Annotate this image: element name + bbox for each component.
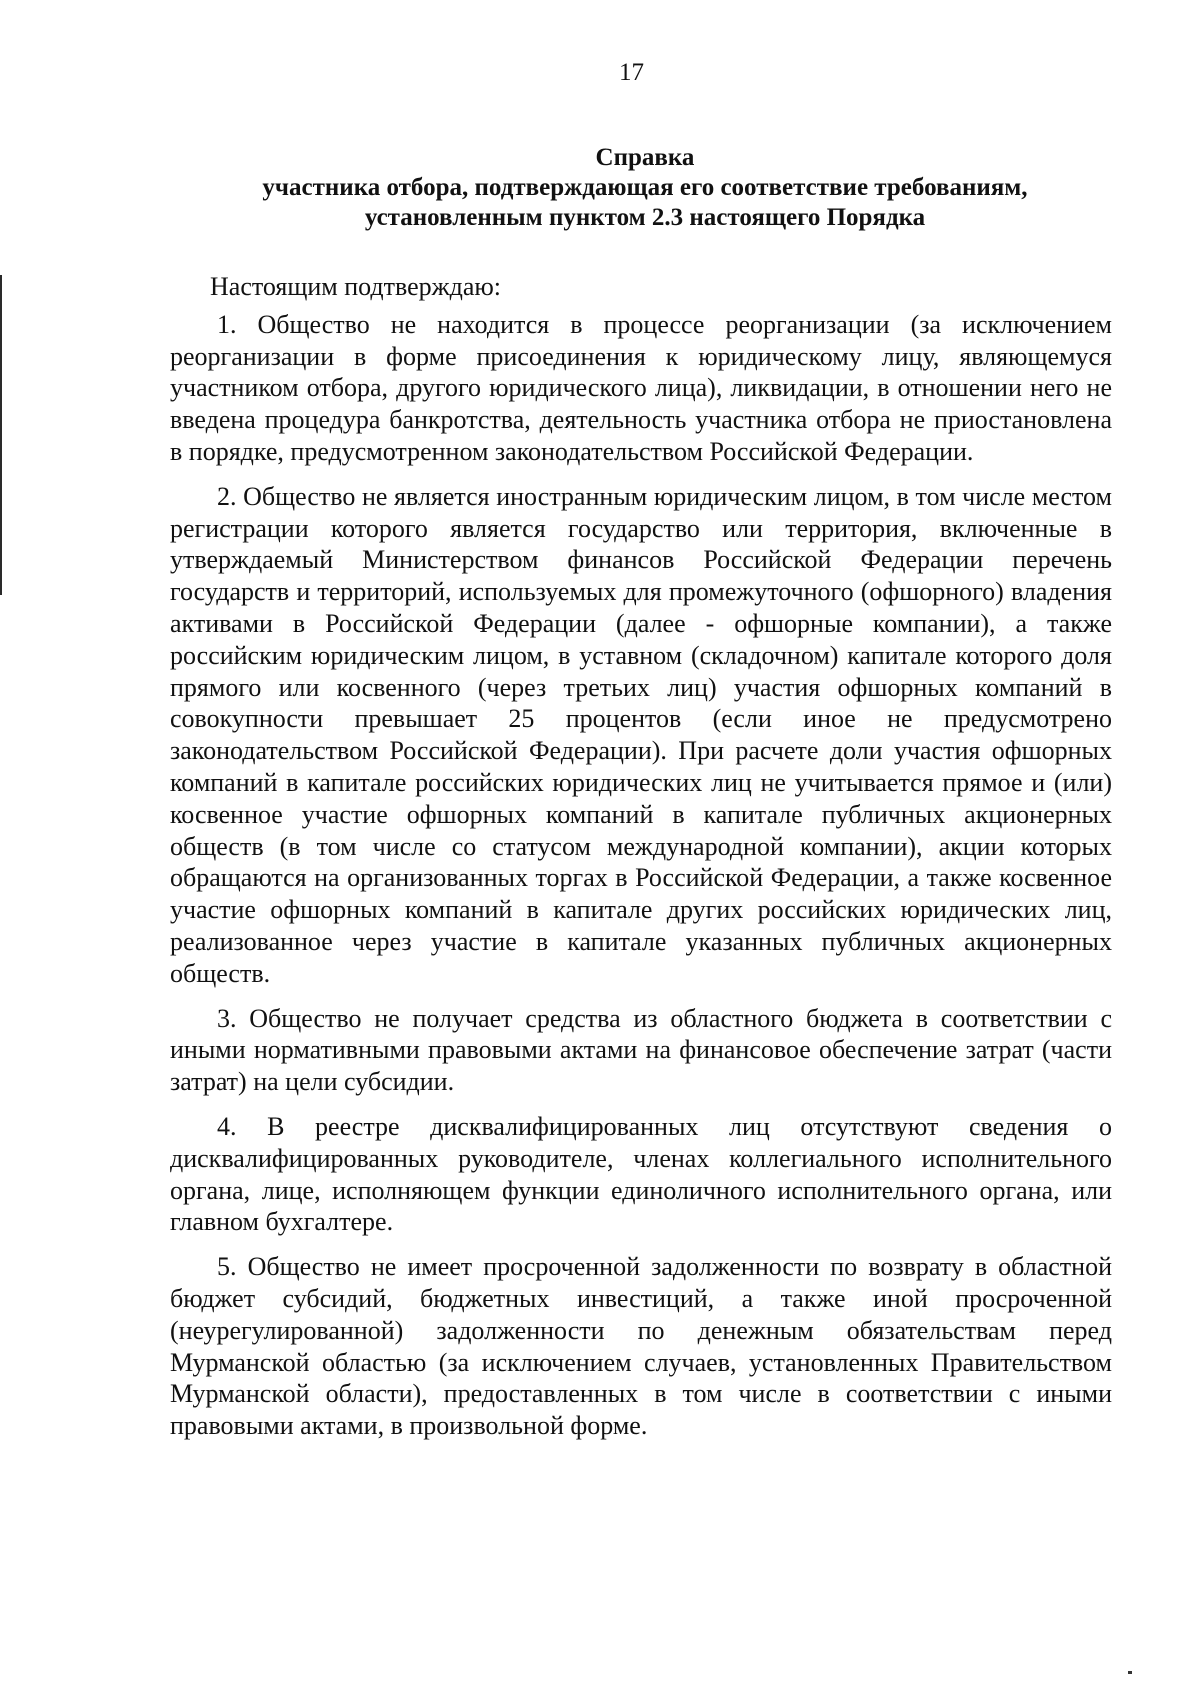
intro-text: Настоящим подтверждаю:	[210, 272, 502, 301]
paragraph-5: 5. Общество не имеет просроченной задолженности по возврату в областной бюджет субсидий, бюджетных инвестиций, а также иной просроченной (неурегулированной) задолженности по денежным обязательствам перед Мурманской областью (за исключением случаев, установленных Правительством Мурманской области), предоставленных в том числе в соответствии с иными правовыми актами, в произвольной форме.	[170, 1252, 1112, 1441]
document-title	[200, 143, 1090, 233]
title-line-1: Справка	[595, 144, 695, 171]
paragraph-1: 1. Общество не находится в процессе реорганизации (за исключением реорганизации в форме присоединения к юридическому лицу, являющемуся участником отбора, другого юридического лица), ликвидации, в отношении него не введена процедура банкротства, деятельность участника отбора не приостановлена в порядке, предусмотренном законодательством Российской Федерации.	[170, 309, 1112, 466]
scan-speck	[1128, 1671, 1132, 1674]
title-line-2: участника отбора, подтверждающая его соответствие требованиям,	[262, 174, 1028, 201]
paragraph-3: 3. Общество не получает средства из областного бюджета в соответствии с иными нормативными правовыми актами на финансовое обеспечение затрат (части затрат) на цели субсидии.	[170, 1003, 1112, 1097]
scan-edge-mark	[0, 275, 2, 595]
paragraph-2: 2. Общество не является иностранным юридическим лицом, в том числе местом регистрации которого является государство или территория, включенные в утверждаемый Министерством финансов Российской Федерации перечень государств и территорий, используемых для промежуточного (офшорного) владения активами в Российской Федерации (далее - офшорные компании), а также российским юридическим лицом, в уставном (складочном) капитале которого доля прямого или косвенного (через третьих лиц) участия офшорных компаний в совокупности превышает 25 процентов (если иное не предусмотрено законодательством Российской Федерации). При расчете доли участия офшорных компаний в капитале российских юридических лиц не учитывается прямое и (или) косвенное участие офшорных компаний в капитале публичных акционерных обществ (в том числе со статусом международной компании), акции которых обращаются на организованных торгах в Российской Федерации, а также косвенное участие офшорных компаний в капитале других российских юридических лиц, реализованное через участие в капитале указанных публичных акционерных обществ.	[170, 481, 1112, 988]
document-body	[170, 271, 1112, 1455]
paragraph-4: 4. В реестре дисквалифицированных лиц отсутствуют сведения о дисквалифицированных руководителе, членах коллегиального исполнительного органа, лице, исполняющем функции единоличного исполнительного органа, или главном бухгалтере.	[170, 1111, 1112, 1237]
title-line-3: установленным пунктом 2.3 настоящего Порядка	[364, 204, 926, 231]
page-number: 17	[619, 59, 644, 86]
